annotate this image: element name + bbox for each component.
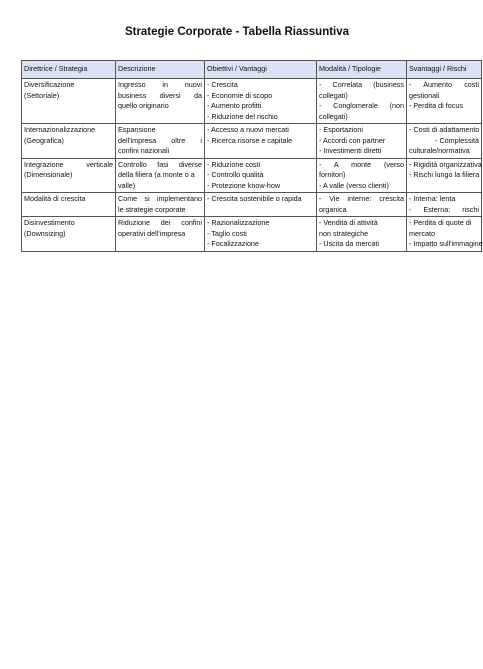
header-modalita: Modalità / Tipologie: [317, 61, 407, 79]
cell-obiettivi: [205, 79, 317, 124]
cell-line: - Conglomerale (non: [319, 101, 404, 110]
cell-line: [409, 112, 479, 123]
cell-line: - Riduzione del rischio: [207, 111, 278, 121]
cell-svantaggi: [407, 217, 482, 252]
cell-line: - Impatto sull'immagine: [409, 239, 483, 248]
header-row: [22, 61, 482, 79]
cell-obiettivi: [205, 124, 317, 159]
cell-line: mercato: [409, 228, 435, 238]
cell-line: - Controllo qualità: [207, 170, 264, 179]
cell-line: Espansione: [118, 125, 156, 134]
cell-line: - Esportazioni: [319, 125, 363, 134]
cell-modalita: [317, 124, 407, 159]
cell-line: - Crescita sostenibile o rapida: [207, 194, 302, 203]
cell-line: Come si implementano: [118, 194, 202, 203]
cell-svantaggi: [407, 158, 482, 193]
cell-line: - Rigidità organizzativa: [409, 159, 482, 169]
cell-line: - Crescita: [207, 80, 238, 89]
cell-line: Modalità di crescita: [24, 194, 86, 203]
cell-line: - Protezione know-how: [207, 180, 281, 190]
cell-modalita: [317, 79, 407, 124]
cell-line: - Razionalizzazione: [207, 218, 270, 227]
cell-line: della filiera (a monte o a: [118, 170, 195, 179]
cell-obiettivi: [205, 193, 317, 217]
cell-modalita: [317, 193, 407, 217]
cell-direttrice: [22, 158, 116, 193]
table-row: [22, 217, 482, 252]
cell-line: culturale/normativa: [409, 146, 470, 155]
cell-line: - Costi di adattamento: [409, 125, 480, 134]
page-title: Strategie Corporate - Tabella Riassuntiva: [124, 26, 350, 38]
cell-line: - Taglio costi: [207, 228, 247, 238]
summary-table-container: [21, 60, 483, 290]
cell-line: (Downsizing): [24, 228, 66, 238]
cell-line: - Vendita di attività: [319, 218, 378, 227]
cell-line: valle): [118, 180, 136, 190]
cell-direttrice: [22, 193, 116, 217]
cell-line: Ingresso in nuovi: [118, 80, 202, 89]
cell-line: Diversificazione: [24, 80, 75, 89]
cell-line: - Complessità: [435, 135, 479, 145]
cell-line: [409, 181, 479, 192]
table-row: [22, 193, 482, 217]
summary-table: [21, 60, 482, 252]
header-descrizione: Descrizione: [116, 61, 205, 79]
cell-direttrice: [22, 217, 116, 252]
cell-line: - Interna: lenta: [409, 194, 456, 203]
cell-obiettivi: [205, 158, 317, 193]
cell-line: - A valle (verso clienti): [319, 180, 389, 190]
table-row: [22, 158, 482, 193]
cell-line: collegati): [319, 111, 348, 121]
cell-descrizione: [116, 158, 205, 193]
cell-obiettivi: [205, 217, 317, 252]
cell-line: (Geografica): [24, 135, 64, 145]
cell-line: Riduzione dei confini: [118, 218, 202, 227]
cell-line: (Settoriale): [24, 90, 60, 100]
cell-line: - Uscita da mercati: [319, 239, 379, 248]
cell-direttrice: [22, 124, 116, 159]
cell-direttrice: [22, 79, 116, 124]
table-row: [22, 79, 482, 124]
cell-line: [207, 146, 314, 157]
cell-line: - Rischi lungo la filiera: [409, 170, 480, 179]
cell-line: Internazionalizzazione: [24, 125, 96, 134]
cell-line: organica: [319, 204, 347, 214]
cell-line: - Esterna: rischi: [409, 204, 479, 214]
header-svantaggi: Svantaggi / Rischi: [407, 61, 482, 79]
cell-line: - Riduzione costi: [207, 159, 261, 169]
cell-descrizione: [116, 124, 205, 159]
cell-line: - Accordi con partner: [319, 135, 386, 145]
cell-svantaggi: [407, 193, 482, 217]
cell-line: [24, 205, 113, 216]
cell-line: [118, 239, 202, 250]
cell-line: [207, 205, 314, 216]
cell-line: - Investimenti diretti: [319, 146, 382, 155]
cell-line: - Ricerca risorse e capitale: [207, 135, 293, 145]
cell-descrizione: [116, 79, 205, 124]
cell-line: quello originario: [118, 101, 169, 110]
cell-line: - Focalizzazione: [207, 239, 259, 248]
header-obiettivi: Obiettivi / Vantaggi: [205, 61, 317, 79]
cell-line: Controllo fasi diverse: [118, 159, 202, 169]
cell-line: dell'impresa oltre i: [118, 135, 202, 145]
cell-descrizione: [116, 193, 205, 217]
header-direttrice: Direttrice / Strategia: [22, 61, 116, 79]
cell-line: - Correlata (business: [319, 80, 404, 89]
cell-line: - A monte (verso: [319, 159, 404, 169]
cell-svantaggi: [407, 124, 482, 159]
cell-line: non strategiche: [319, 228, 369, 238]
cell-line: - Aumento costi: [409, 80, 479, 89]
cell-svantaggi: [407, 79, 482, 124]
cell-descrizione: [116, 217, 205, 252]
table-row: [22, 124, 482, 159]
cell-modalita: [317, 158, 407, 193]
cell-line: (Dimensionale): [24, 170, 73, 179]
cell-line: Integrazione verticale: [24, 159, 113, 169]
cell-line: - Accesso a nuovi mercati: [207, 125, 289, 134]
cell-line: - Aumento profitti: [207, 101, 262, 110]
cell-line: fornitori): [319, 170, 346, 179]
cell-line: - Economie di scopo: [207, 90, 273, 100]
cell-modalita: [317, 217, 407, 252]
cell-line: le strategie corporate: [118, 204, 186, 214]
cell-line: Disinvestimento: [24, 218, 75, 227]
cell-line: - Vie interne: crescita: [319, 194, 404, 203]
cell-line: gestionali: [409, 90, 440, 100]
cell-line: collegati): [319, 90, 348, 100]
cell-line: business diversi da: [118, 90, 202, 100]
cell-line: confini nazionali: [118, 146, 170, 155]
cell-line: - Perdita di quote di: [409, 218, 472, 227]
cell-line: - Perdita di focus: [409, 101, 463, 110]
cell-line: operativi dell'impresa: [118, 228, 186, 238]
